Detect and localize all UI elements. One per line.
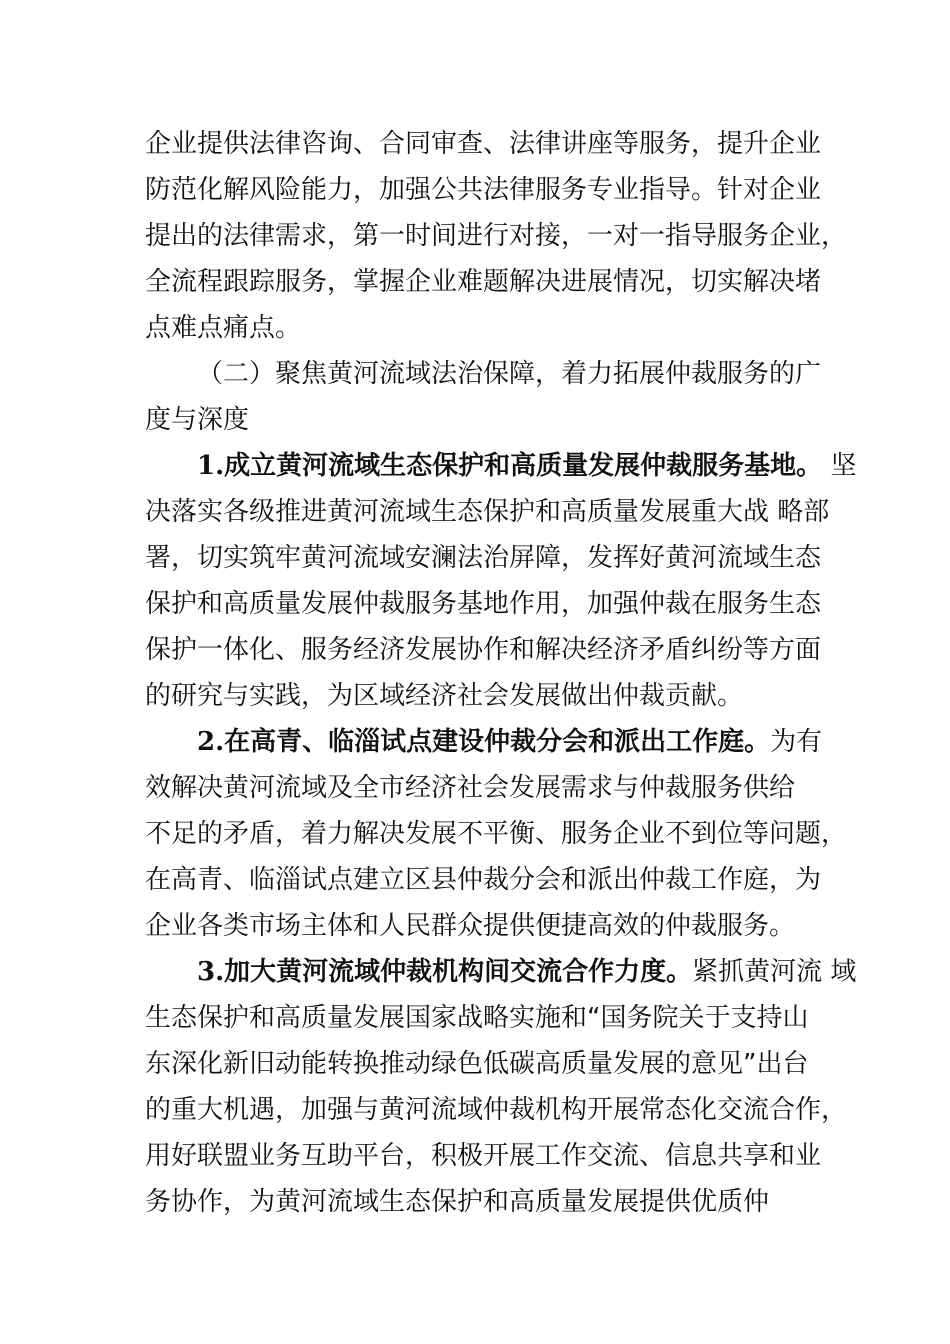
body-text-line: 的重大机遇，加强与黄河流域仲裁机构开展常态化交流合作，	[145, 1095, 848, 1125]
item-3-heading: 加大黄河流域仲裁机构间交流合作力度。	[224, 957, 693, 987]
body-text-line: 的研究与实践，为区域经济社会发展做出仲裁贡献。	[145, 681, 744, 711]
body-text-line: 东深化新旧动能转换推动绿色低碳高质量发展的意见”出台	[145, 1049, 809, 1079]
section-heading-continued: 度与深度	[145, 405, 250, 435]
item-2-first-line-rest: 为有	[770, 727, 823, 757]
body-text-line: 防范化解风险能力，加强公共法律服务专业指导。针对企业	[145, 175, 822, 205]
item-3-number: 3.	[197, 957, 225, 987]
item-2-heading: 在高青、临淄试点建设仲裁分会和派出工作庭。	[224, 727, 771, 757]
section-heading: （二）聚焦黄河流域法治保障，着力拓展仲裁服务的广	[197, 359, 822, 389]
item-3-first-line	[197, 954, 856, 990]
body-text-line: 在高青、临淄试点建立区县仲裁分会和派出仲裁工作庭，为	[145, 865, 822, 895]
item-1-first-line	[197, 448, 856, 484]
body-text-line: 保护和高质量发展仲裁服务基地作用，加强仲裁在服务生态	[145, 589, 822, 619]
body-text-line: 署，切实筑牢黄河流域安澜法治屏障，发挥好黄河流域生态	[145, 543, 822, 573]
item-2-number: 2.	[197, 727, 225, 757]
body-text-line: 用好联盟业务互助平台，积极开展工作交流、信息共享和业	[145, 1141, 822, 1171]
body-text-line: 生态保护和高质量发展国家战略实施和“国务院关于支持山	[145, 1003, 809, 1033]
body-text-line: 企业各类市场主体和人民群众提供便捷高效的仲裁服务。	[145, 911, 796, 941]
item-2-first-line	[197, 724, 822, 760]
body-text-line: 提出的法律需求，第一时间进行对接，一对一指导服务企业，	[145, 221, 848, 251]
body-text-line: 企业提供法律咨询、合同审查、法律讲座等服务，提升企业	[145, 129, 822, 159]
item-3-first-line-rest: 紧抓黄河流 域	[692, 957, 857, 987]
body-text-line: 保护一体化、服务经济发展协作和解决经济矛盾纠纷等方面	[145, 635, 822, 665]
body-text-line: 点难点痛点。	[145, 313, 302, 343]
body-text-line: 效解决黄河流域及全市经济社会发展需求与仲裁服务供给	[145, 773, 796, 803]
body-text-line: 决落实各级推进黄河流域生态保护和高质量发展重大战 略部	[145, 497, 830, 527]
body-text-line: 务协作，为黄河流域生态保护和高质量发展提供优质仲	[145, 1187, 770, 1217]
item-1-number: 1.	[197, 451, 225, 481]
body-text-line: 不足的矛盾，着力解决发展不平衡、服务企业不到位等问题，	[145, 819, 848, 849]
item-1-heading: 成立黄河流域生态保护和高质量发展仲裁服务基地。	[224, 451, 823, 481]
body-text-line: 全流程跟踪服务，掌握企业难题解决进展情况，切实解决堵	[145, 267, 822, 297]
item-1-first-line-rest: 坚	[830, 451, 857, 481]
